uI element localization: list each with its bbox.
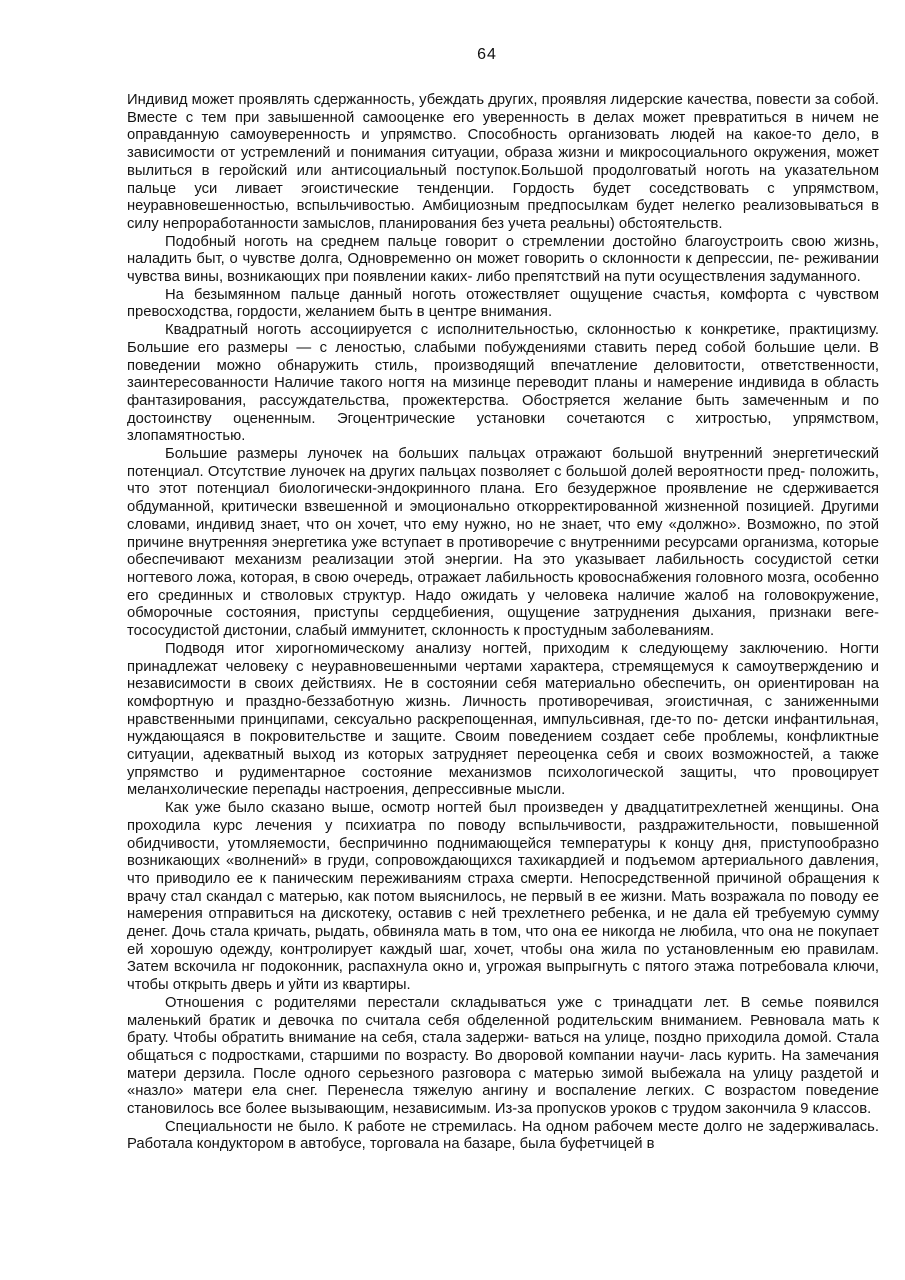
paragraph: Индивид может проявлять сдержанность, убеждать других, проявляя лидерские качества, повести за собой. Вместе с тем при завышенной самооценке его уверенность в делах может превратиться в ничем не оправданную самоуверенность и упрямство. Способность организовать людей на какое-то дело, в зависимости от устремлений и понимания ситуации, образа жизни и микросоциального окружения, может вылиться в геройский или антисоциальный поступок.Большой продолговатый ноготь на указательном пальце уси ливает эгоистические тенденции. Гордость будет соседствовать с упрямством, неуравновешенностью, вспыльчивостью. Амбициозным предпосылкам будет нелегко реализовываться в силу непроработанности замыслов, планирования без учета реальны) обстоятельств. [127, 92, 879, 232]
paragraph: Подводя итог хирогномическому анализу ногтей, приходим к следующему заключению. Ногти принадлежат человеку с неуравновешенными чертами характера, стремящемуся к самоутверждению и независимости в своих действиях. Не в состоянии себя материально обеспечить, он ориентирован на комфортную и праздно-беззаботную жизнь. Личность противоречивая, эгоистичная, с заниженными нравственными принципами, сексуально раскрепощенная, импульсивная, где-то по- детски инфантильная, нуждающаяся в покровительстве и защите. Своим поведением создает себе проблемы, конфликтные ситуации, адекватный выход из которых затрудняет переоценка себя и своих возможностей, а также упрямство и рудиментарное состояние механизмов психологической защиты, что провоцирует меланхолические перепады настроения, депрессивные мысли. [127, 640, 879, 799]
page-body [127, 92, 879, 1154]
paragraph: Отношения с родителями перестали складываться уже с тринадцати лет. В семье появился маленький братик и девочка по считала себя обделенной родительским вниманием. Ревновала мать к брату. Чтобы обратить внимание на себя, стала задержи- ваться на улице, поздно приходила домой. Стала общаться с подростками, старшими по возрасту. Во дворовой компании научи- лась курить. На замечания матери дерзила. После одного серьезного разговора с матерью зимой выбежала на улицу раздетой и «назло» матери ела снег. Перенесла тяжелую ангину и воспаление легких. С возрастом поведение становилось все более вызывающим, независимым. Из-за пропусков уроков с трудом закончила 9 классов. [127, 994, 879, 1118]
paragraph: Квадратный ноготь ассоциируется с исполнительностью, склонностью к конкретике, практицизму. Большие его размеры — с леностью, слабыми побуждениями ставить перед собой большие цели. В поведении можно обнаружить стиль, производящий впечатление деловитости, ответственности, заинтересованности Наличие такого ногтя на мизинце переводит планы и намерение индивида в область фантазирования, рассуждательства, прожектерства. Обостряется желание быть замеченным и по достоинству оцененным. Эгоцентрические установки сочетаются с хитростью, упрямством, злопамятностью. [127, 322, 879, 445]
paragraph: На безымянном пальце данный ноготь отожествляет ощущение счастья, комфорта с чувством превосходства, гордости, желанием быть в центре внимания. [127, 286, 879, 321]
paragraph: Специальности не было. К работе не стремилась. На одном рабочем месте долго не задерживалась. Работала кондуктором в автобусе, торговала на базаре, была буфетчицей в [127, 1118, 879, 1153]
page-number: 64 [477, 46, 497, 63]
paragraph: Подобный ноготь на среднем пальце говорит о стремлении достойно благоустроить свою жизнь, наладить быт, о чувстве долга, Одновременно он может говорить о склонности к депрессии, пе- реживании чувства вины, возникающих при появлении каких- либо препятствий на пути осуществления задуманного. [127, 233, 879, 286]
paragraph: Большие размеры луночек на больших пальцах отражают большой внутренний энергетический потенциал. Отсутствие луночек на других пальцах позволяет с большой долей вероятности пред- положить, что этот потенциал биологически-эндокринного плана. Его безудержное проявление не сдерживается обдуманной, критически взвешенной и эмоционально откорректированной жизненной позицией. Другими словами, индивид знает, что он хочет, что ему нужно, но не знает, что ему «должно». Возможно, по этой причине внутренняя энергетика уже вступает в противоречие с внутренними ресурсами организма, которые обеспечивают механизм реализации этой энергии. На это указывает лабильность сосудистой сетки ногтевого ложа, которая, в свою очередь, отражает лабильность кровоснабжения головного мозга, особенно его срединных и стволовых структур. Надо ожидать у человека наличие жалоб на головокружение, обморочные состояния, приступы сердцебиения, ощущение затруднения дыхания, признаки веге- тососудистой дистонии, слабый иммунитет, склонность к простудным заболеваниям. [127, 446, 879, 640]
paragraph: Как уже было сказано выше, осмотр ногтей был произведен у двадцатитрехлетней женщины. Она проходила курс лечения у психиатра по поводу вспыльчивости, раздражительности, повышенной обидчивости, утомляемости, беспричинно поднимающейся температуры к концу дня, приступообразно возникающих «волнений» в груди, сопровождающихся тахикардией и подъемом артериального давления, что приводило ее к паническим переживаниям страха смерти. Непосредственной причиной обращения к врачу стал скандал с матерью, как потом выяснилось, не первый в ее жизни. Мать возражала по поводу ее намерения отправиться на дискотеку, оставив с ней трехлетнего ребенка, и не дала ей требуемую сумму денег. Дочь стала кричать, рыдать, обвиняла мать в том, что она ее никогда не любила, что она не покупает ей хорошую одежду, контролирует каждый шаг, хочет, чтобы она жила по установленным ею правилам. Затем вскочила нг подоконник, распахнула окно и, угрожая выпрыгнуть с пятого этажа потребовала ключи, чтобы открыть дверь и уйти из квартиры. [127, 800, 879, 994]
